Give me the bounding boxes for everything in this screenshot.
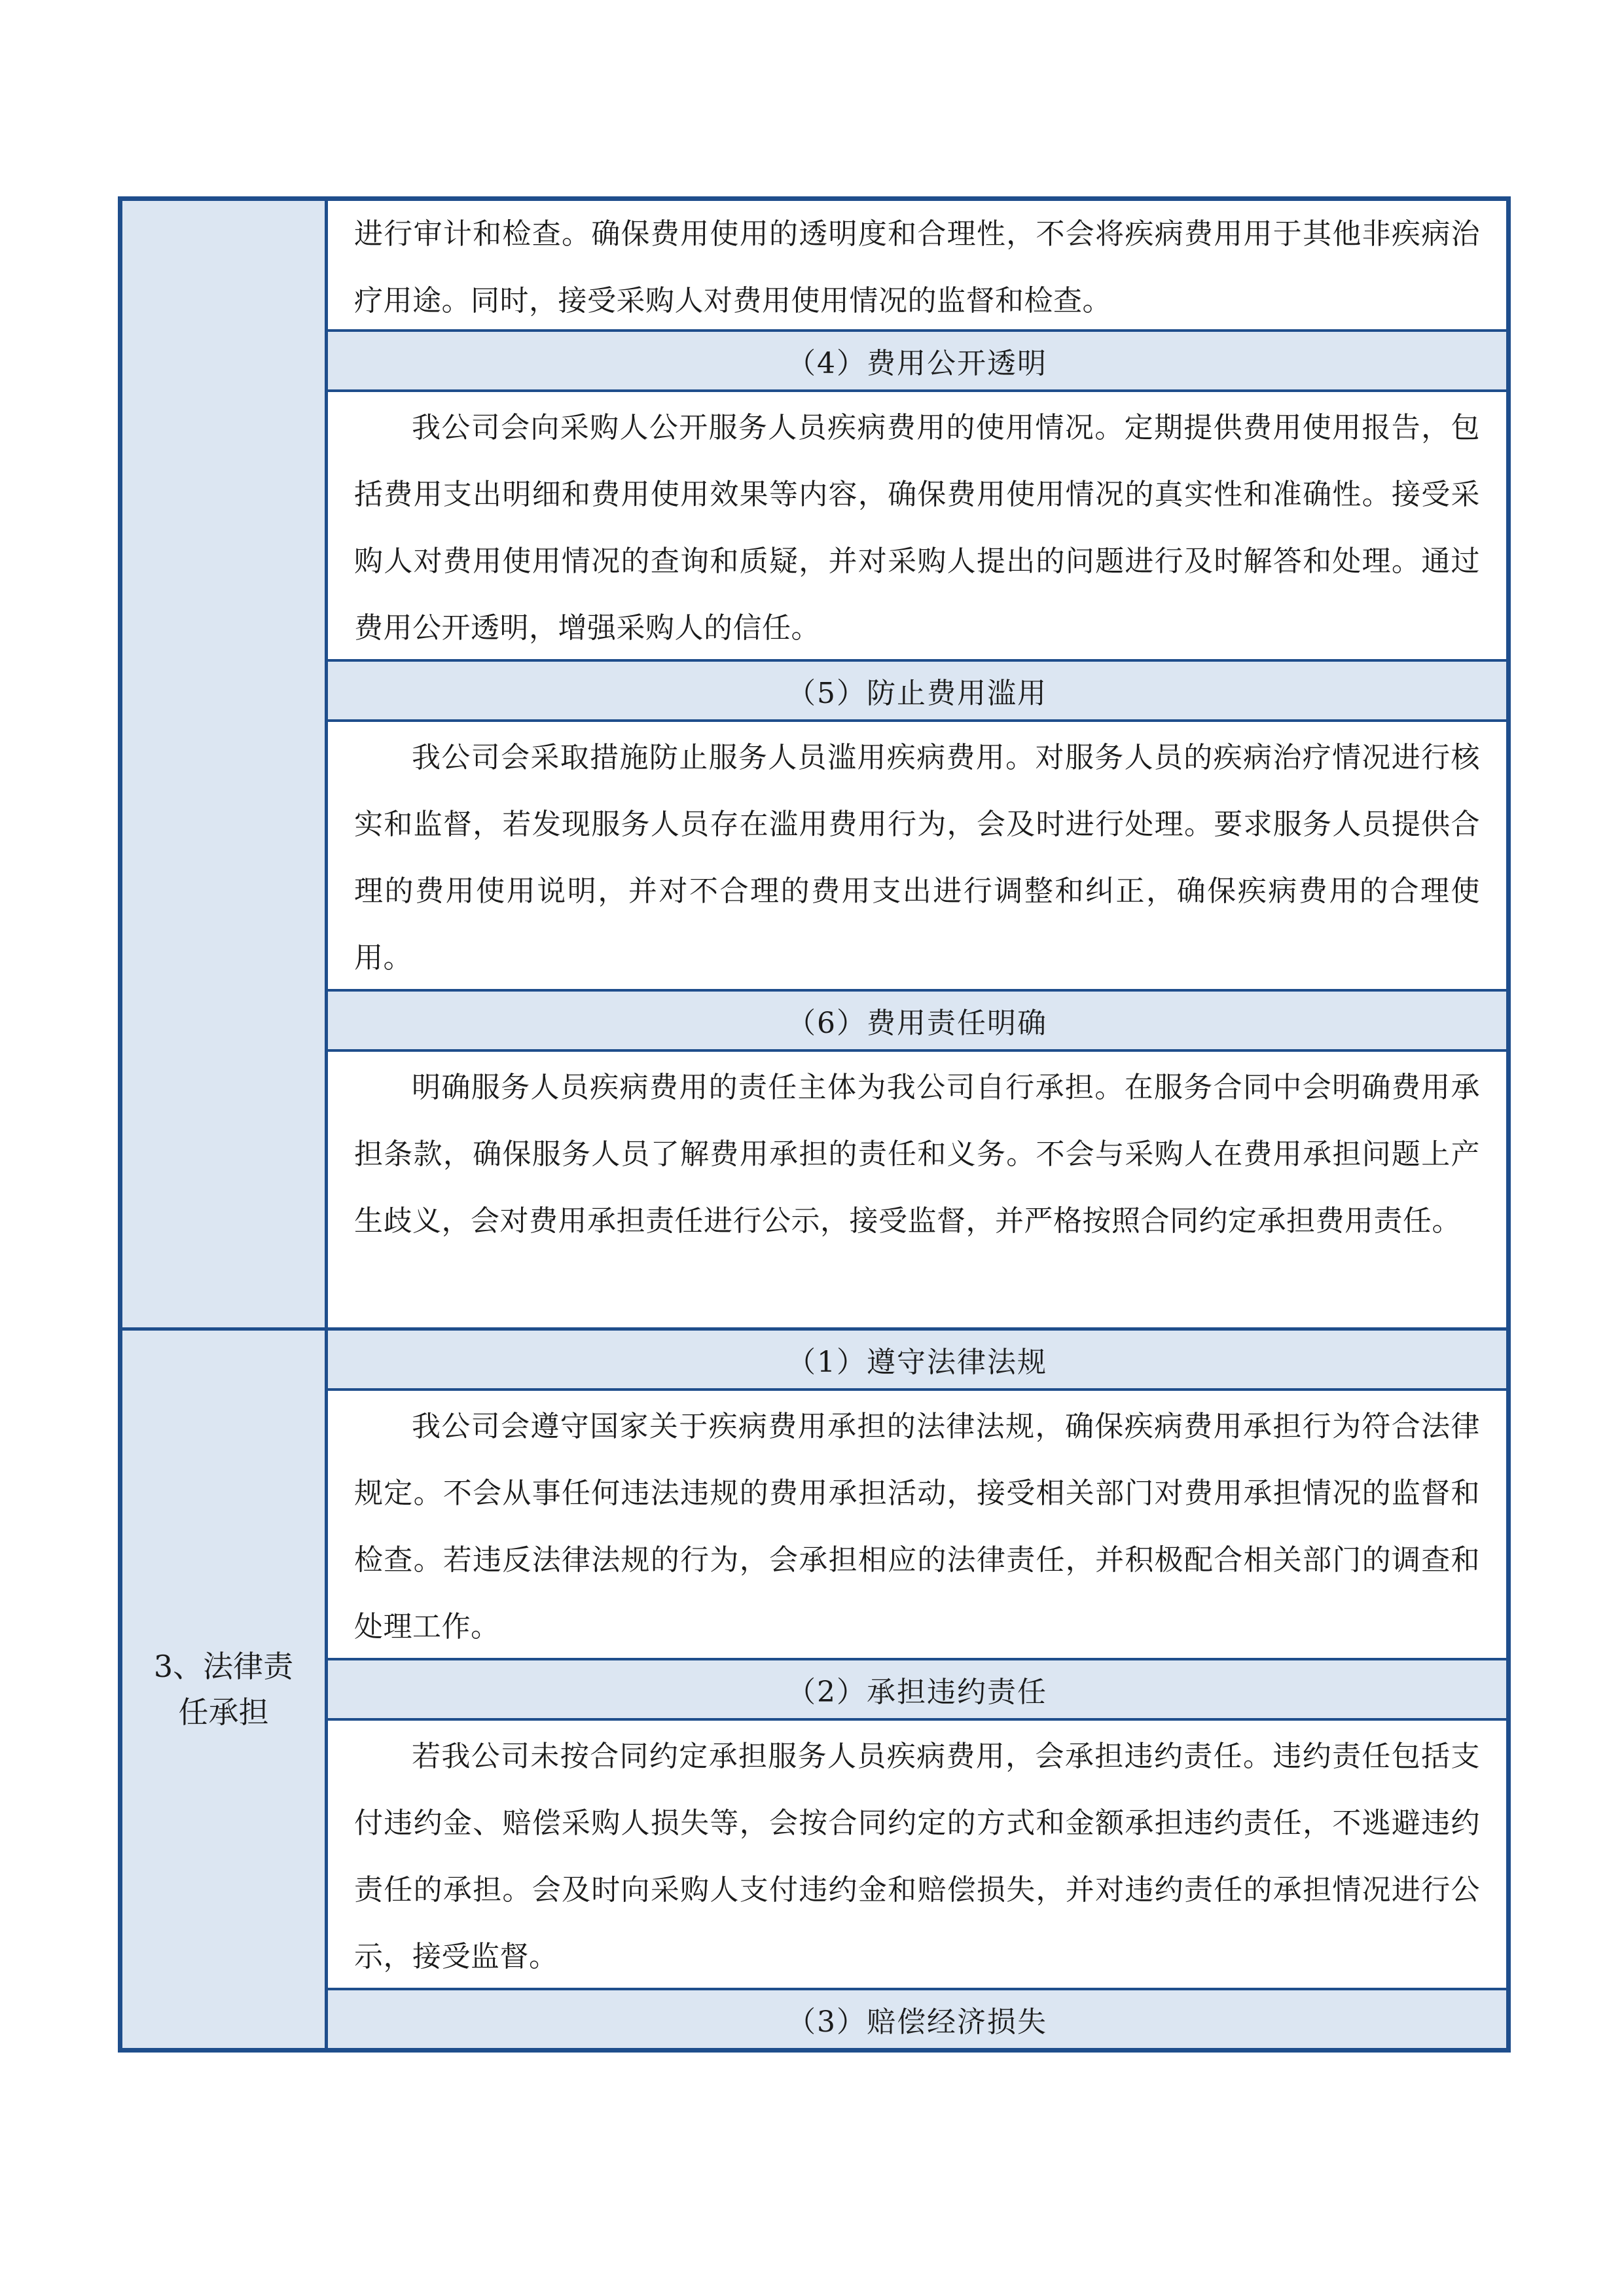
item6-title: （6）费用责任明确 xyxy=(328,992,1506,1052)
category-cell-section-3 xyxy=(122,1331,328,2048)
continued-paragraph: 进行审计和检查。确保费用使用的透明度和合理性，不会将疾病费用用于其他非疾病治疗用途。同时，接受采购人对费用使用情况的监督和检查。 xyxy=(328,201,1506,332)
item4-title: （4）费用公开透明 xyxy=(328,332,1506,392)
item4-text: 我公司会向采购人公开服务人员疾病费用的使用情况。定期提供费用使用报告，包括费用支出明细和费用使用效果等内容，确保费用使用情况的真实性和准确性。接受采购人对费用使用情况的查询和质疑，并对采购人提出的问题进行及时解答和处理。通过费用公开透明，增强采购人的信任。 xyxy=(328,392,1506,662)
category-label: 3、法律责任承担 xyxy=(153,1649,294,1730)
s3-item2-title: （2）承担违约责任 xyxy=(328,1660,1506,1721)
item6-text: 明确服务人员疾病费用的责任主体为我公司自行承担。在服务合同中会明确费用承担条款，确保服务人员了解费用承担的责任和义务。不会与采购人在费用承担问题上产生歧义，会对费用承担责任进行公示，接受监督，并严格按照合同约定承担费用责任。 xyxy=(354,1071,1480,1238)
s3-item2-text: 若我公司未按合同约定承担服务人员疾病费用，会承担违约责任。违约责任包括支付违约金、赔偿采购人损失等，会按合同约定的方式和金额承担违约责任，不逃避违约责任的承担。会及时向采购人支付违约金和赔偿损失，并对违约责任的承担情况进行公示，接受监督。 xyxy=(328,1721,1506,1990)
content-column-section-3 xyxy=(328,1331,1506,2048)
s3-item1-text: 我公司会遵守国家关于疾病费用承担的法律法规，确保疾病费用承担行为符合法律规定。不会从事任何违法违规的费用承担活动，接受相关部门对费用承担情况的监督和检查。若违反法律法规的行为，会承担相应的法律责任，并积极配合相关部门的调查和处理工作。 xyxy=(328,1391,1506,1660)
content-table xyxy=(118,196,1511,2053)
s3-item3-title: （3）赔偿经济损失 xyxy=(328,1990,1506,2048)
s3-item1-title: （1）遵守法律法规 xyxy=(328,1331,1506,1391)
content-column-section-2 xyxy=(328,201,1506,1331)
item5-title: （5）防止费用滥用 xyxy=(328,662,1506,722)
category-cell-section-2 xyxy=(122,201,328,1331)
item5-text: 我公司会采取措施防止服务人员滥用疾病费用。对服务人员的疾病治疗情况进行核实和监督，若发现服务人员存在滥用费用行为，会及时进行处理。要求服务人员提供合理的费用使用说明，并对不合理的费用支出进行调整和纠正，确保疾病费用的合理使用。 xyxy=(328,722,1506,992)
